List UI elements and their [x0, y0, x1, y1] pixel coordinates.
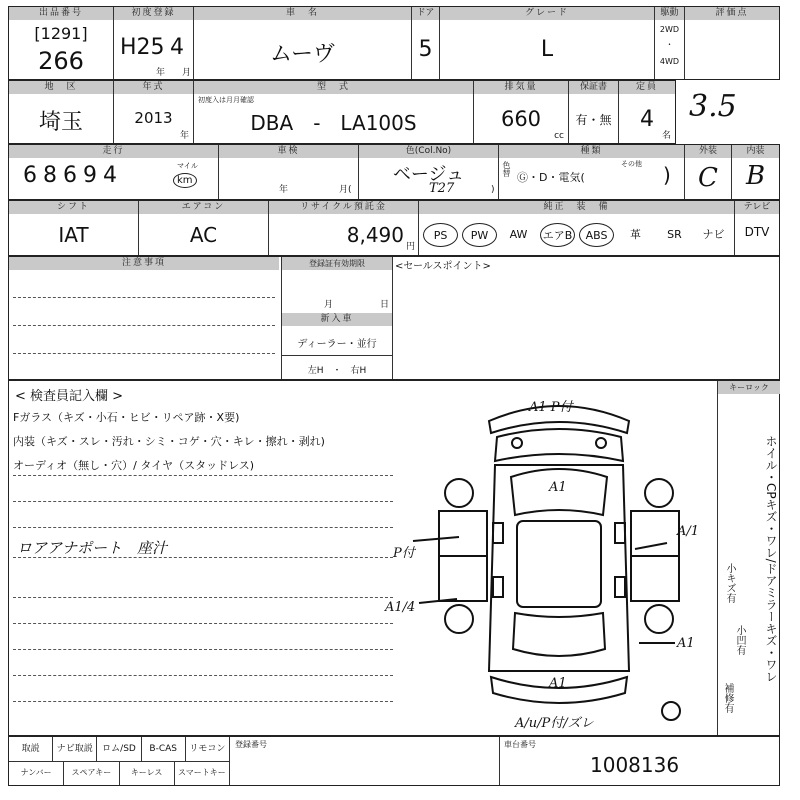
- model-sublabel: 初度入は月月確認: [198, 96, 254, 104]
- drive-cell: [655, 7, 685, 79]
- mileage-digits: [23, 163, 123, 188]
- car-name: ムーヴ: [270, 42, 335, 67]
- color-label: 色(Col.No): [359, 145, 498, 158]
- right-rear-window: [615, 577, 625, 597]
- sales-point: <セールスポイント>: [395, 261, 491, 272]
- exterior-label: 外装: [685, 145, 731, 158]
- door-label: ドア: [412, 7, 439, 20]
- shift: IAT: [58, 223, 89, 247]
- inspector-line: [13, 501, 393, 502]
- model-year-unit: 年: [179, 131, 189, 141]
- fuel-label: 種類: [499, 145, 684, 158]
- color-side: 色替: [502, 161, 511, 177]
- front-right-wheel: [645, 479, 673, 507]
- inspector-line: [13, 701, 393, 702]
- first-reg-cell: [114, 7, 194, 79]
- inspector-band: [8, 380, 780, 736]
- inspection-cell: [219, 145, 359, 199]
- lot-label: 出品番号: [9, 7, 113, 20]
- inspector-line: [13, 597, 393, 598]
- keylock-label: キーロック: [718, 381, 780, 394]
- grade: L: [540, 37, 554, 62]
- keylock-column: [717, 381, 780, 735]
- mileage-digit: 9: [83, 163, 103, 188]
- seats: 4: [640, 107, 654, 132]
- equipment-list: [423, 219, 734, 251]
- rear-window: [513, 613, 605, 656]
- damage-mark: A/1: [677, 524, 700, 539]
- cc-label: 排気量: [474, 81, 568, 94]
- equip-エアB: エアB: [540, 223, 575, 247]
- fuel-close: ): [663, 163, 671, 187]
- color-cell: [359, 145, 499, 199]
- footer-row-2: [9, 761, 229, 785]
- region-label: 地 区: [9, 81, 113, 94]
- mileage-digit: 6: [63, 163, 83, 188]
- region-cell: [9, 81, 114, 143]
- car-diagram: [385, 381, 719, 737]
- inspector-glass: Fガラス（キズ・小石・ヒビ・リペア跡・X要): [13, 411, 240, 424]
- equip-PS: PS: [423, 223, 458, 247]
- drive-4wd: 4WD: [659, 57, 680, 66]
- recycle: 8,490: [346, 223, 404, 247]
- remote-flag: リモコン: [189, 744, 226, 754]
- damage-mark: A1: [677, 636, 695, 651]
- notice-line: [13, 325, 275, 326]
- car-name-cell: [194, 7, 412, 79]
- seats-label: 定員: [619, 81, 675, 94]
- fuel-other: その他: [621, 160, 642, 168]
- inspector-audio: オーディオ（無し・穴）/ タイヤ（スタッドレス): [13, 459, 255, 472]
- equipment-label: 純正 装 備: [419, 201, 734, 214]
- chassis-number: 1008136: [590, 753, 680, 777]
- inspection-label: 車検: [219, 145, 358, 158]
- ac-cell: [139, 201, 269, 255]
- drive-2wd: 2WD: [659, 25, 680, 34]
- exterior-cell: [685, 145, 732, 199]
- car-name-label: 車 名: [194, 7, 411, 20]
- notes-band: [8, 256, 780, 380]
- grade-label: グレード: [440, 7, 654, 20]
- import-label: 新入車: [282, 313, 392, 326]
- side-legend-repair: 補修有: [722, 683, 733, 713]
- bcas-flag: B-CAS: [142, 737, 186, 761]
- damage-mark: A1: [549, 480, 567, 495]
- insp-month: 月(: [339, 185, 352, 195]
- score: 3.5: [689, 89, 737, 124]
- door-cell: [412, 7, 440, 79]
- mileage-digit: 8: [43, 163, 63, 188]
- reg-number-label: 登録番号: [235, 740, 267, 749]
- side-legend-scratch: 小キズ有: [724, 563, 735, 603]
- footer-row-1: [9, 737, 229, 762]
- warranty-cell: [569, 81, 619, 143]
- ac-label: エアコン: [139, 201, 268, 214]
- chassis-cell: [499, 737, 780, 785]
- right-mirror: [615, 523, 625, 543]
- registration-label: 登録証有効期限: [282, 257, 392, 270]
- model-cell: [194, 81, 474, 143]
- inspector-interior: 内装（キズ・スレ・汚れ・シミ・コゲ・穴・キレ・擦れ・剥れ): [13, 435, 325, 448]
- model-year-label: 年式: [114, 81, 193, 94]
- footer-grid: [9, 737, 230, 785]
- spare-key-flag: スペアキー: [64, 761, 119, 785]
- drive-label: 駆動: [655, 7, 684, 20]
- front-right-light: [596, 438, 606, 448]
- pointer-left: [413, 537, 459, 541]
- keyless-flag: キーレス: [120, 761, 175, 785]
- inspector-title: < 検査員記入欄 >: [15, 389, 124, 404]
- roof: [517, 521, 601, 607]
- dealer-option: ディーラー・並行: [297, 339, 377, 350]
- inspector-line: [13, 527, 393, 528]
- marker-circle: [662, 702, 680, 720]
- left-rear-window: [493, 577, 503, 597]
- interior-cell: [732, 145, 779, 199]
- score-label: 評価点: [685, 7, 779, 20]
- left-mirror: [493, 523, 503, 543]
- reg-expiry-month: 月: [324, 300, 334, 310]
- month-unit: 月: [182, 68, 192, 78]
- equip-PW: PW: [462, 223, 497, 247]
- insp-year: 年: [279, 185, 289, 195]
- front-left-wheel: [445, 479, 473, 507]
- damage-mark: A1 P付: [529, 400, 573, 415]
- exterior-grade: C: [698, 163, 718, 193]
- cc: 660: [500, 107, 542, 131]
- lot-cell: [9, 7, 114, 79]
- recycle-unit: 円: [405, 242, 415, 252]
- warranty: 有・無: [575, 113, 612, 127]
- mileage-digit: 6: [23, 163, 43, 188]
- row-mileage: [8, 144, 780, 200]
- side-legend-dent: 小凹有: [734, 625, 745, 655]
- notice-line: [13, 297, 275, 298]
- ac: AC: [189, 223, 218, 247]
- registration-box: [281, 257, 393, 379]
- manual-flag: 取説: [9, 737, 53, 761]
- mileage-label: 走行: [9, 145, 218, 158]
- mileage-digit: 4: [103, 163, 123, 188]
- inspector-line: [13, 649, 393, 650]
- damage-mark: A1/4: [385, 600, 416, 615]
- steering-option: 左H ・ 右H: [307, 366, 367, 376]
- reg-month: 4: [170, 35, 184, 60]
- equip-革: 革: [630, 228, 641, 241]
- equip-ナビ: ナビ: [702, 228, 725, 241]
- tv-label: テレビ: [735, 201, 779, 214]
- era-year: H25: [120, 35, 165, 60]
- mileage-unit-top: マイル: [177, 162, 198, 170]
- inspector-handwritten-note: ロアアナポート 座汁: [17, 539, 168, 557]
- mileage-unit: km: [173, 173, 197, 188]
- doors: 5: [418, 37, 433, 62]
- warranty-label: 保証書: [569, 81, 618, 94]
- fuel-types: Ⓖ・D・電気(: [517, 171, 585, 184]
- side-legend: ホイル・CPキズ・ワレ/ドアミラーキズ・ワレ: [764, 435, 778, 683]
- first-reg-label: 初度登録: [114, 7, 193, 20]
- equip-ABS: ABS: [579, 223, 614, 247]
- nav-manual-flag: ナビ取説: [53, 737, 97, 761]
- fuel-cell: [499, 145, 685, 199]
- hood: [495, 429, 623, 461]
- reg-divider: [282, 355, 392, 356]
- tv-cell: [735, 201, 779, 255]
- lot-number: 266: [38, 47, 84, 75]
- drive-sep: ・: [665, 40, 674, 49]
- color-code: T27: [429, 181, 455, 196]
- equipment-cell: [419, 201, 735, 255]
- cc-cell: [474, 81, 569, 143]
- equip-AW: AW: [509, 228, 528, 241]
- interior-grade: B: [745, 161, 766, 191]
- recycle-label: リサイクル預託金: [269, 201, 418, 214]
- seats-unit: 名: [661, 131, 671, 141]
- mileage-cell: [9, 145, 219, 199]
- recycle-cell: [269, 201, 419, 255]
- model-year-cell: [114, 81, 194, 143]
- notice-label: 注意事項: [9, 257, 279, 270]
- damage-mark: A1: [549, 676, 567, 691]
- year-unit: 年: [156, 68, 166, 78]
- interior-label: 内装: [732, 145, 779, 158]
- rear-right-wheel: [645, 605, 673, 633]
- reg-expiry-day: 日: [380, 300, 390, 310]
- row-model: [8, 80, 676, 144]
- row-equipment: [8, 200, 780, 256]
- color: ベージュ: [392, 164, 465, 185]
- pointer-right: [635, 543, 667, 549]
- footer-band: [8, 736, 780, 786]
- inspector-line: [13, 475, 393, 476]
- model-code: DBA - LA100S: [250, 111, 417, 135]
- region: 埼玉: [38, 110, 83, 135]
- rom-sd-flag: ロム/SD: [97, 737, 141, 761]
- rear-left-wheel: [445, 605, 473, 633]
- plate-flag: ナンバー: [9, 761, 64, 785]
- smart-key-flag: スマートキー: [177, 768, 226, 777]
- equip-SR: SR: [667, 228, 682, 241]
- chassis-label: 車台番号: [504, 740, 536, 749]
- grade-cell: [440, 7, 655, 79]
- inspector-line: [13, 623, 393, 624]
- cc-unit: cc: [554, 131, 564, 141]
- lot-code: [1291]: [34, 24, 88, 43]
- model-label: 型 式: [194, 81, 473, 94]
- shift-label: シフト: [9, 201, 138, 214]
- body-outline: [489, 465, 629, 671]
- seats-cell: [619, 81, 675, 143]
- front-left-light: [512, 438, 522, 448]
- shift-cell: [9, 201, 139, 255]
- score-cell: [685, 7, 779, 153]
- insp-close: ): [491, 185, 495, 195]
- notice-line: [13, 353, 275, 354]
- damage-mark: A/u/P付/ズレ: [515, 716, 594, 731]
- equip-dtv: DTV: [744, 225, 770, 239]
- model-year: 2013: [134, 109, 173, 127]
- inspector-line: [13, 675, 393, 676]
- damage-mark: P付: [393, 546, 415, 561]
